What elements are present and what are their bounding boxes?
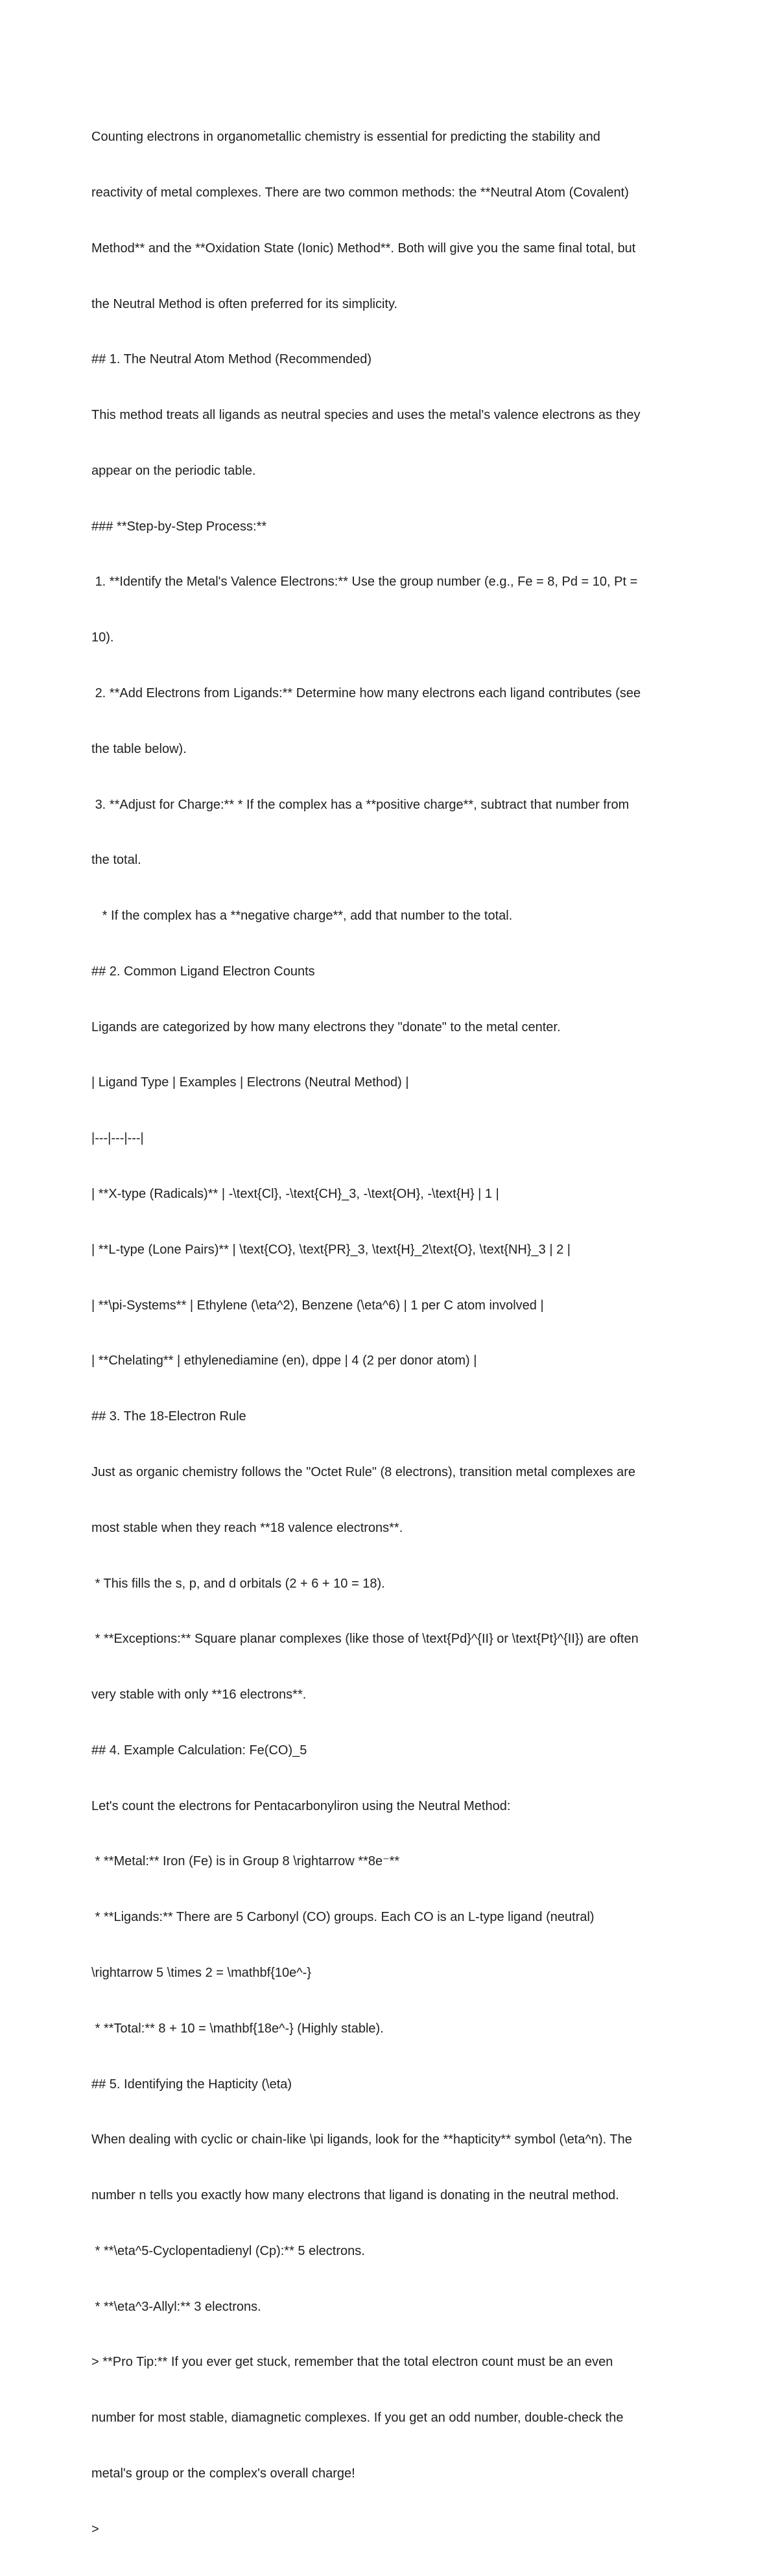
text-line: reactivity of metal complexes. There are two common methods: the **Neutral Atom (Covalent) <box>91 185 629 200</box>
text-line: Let's count the electrons for Pentacarbonyliron using the Neutral Method: <box>91 1798 511 1813</box>
list-item: * If the complex has a **negative charge**, add that number to the total. <box>91 909 513 924</box>
table-row: | **X-type (Radicals)** | -\text{Cl}, -\text{CH}_3, -\text{OH}, -\text{H} | 1 | <box>91 1187 499 1202</box>
text-line: Counting electrons in organometallic chemistry is essential for predicting the stability and <box>91 130 600 145</box>
list-item: * **Metal:** Iron (Fe) is in Group 8 \rightarrow **8e⁻** <box>91 1854 400 1869</box>
text-line: the total. <box>91 853 141 868</box>
text-line: Just as organic chemistry follows the "Octet Rule" (8 electrons), transition metal complexes are <box>91 1464 635 1479</box>
section-heading: ## 4. Example Calculation: Fe(CO)_5 <box>91 1743 307 1758</box>
text-line: number n tells you exactly how many electrons that ligand is donating in the neutral method. <box>91 2188 619 2203</box>
list-item: 2. **Add Electrons from Ligands:** Determine how many electrons each ligand contributes (see <box>91 686 641 700</box>
list-item: 3. **Adjust for Charge:** * If the complex has a **positive charge**, subtract that number from <box>91 797 630 812</box>
subsection-heading: ### **Step-by-Step Process:** <box>91 519 267 534</box>
text-line: When dealing with cyclic or chain-like \pi ligands, look for the **hapticity** symbol (\eta^n). The <box>91 2132 632 2147</box>
text-line: 10). <box>91 630 114 645</box>
table-separator-row: |---|---|---| <box>91 1131 144 1146</box>
table-row: | **L-type (Lone Pairs)** | \text{CO}, \text{PR}_3, \text{H}_2\text{O}, \text{NH}_3 | 2 | <box>91 1242 571 1257</box>
text-line: the table below). <box>91 741 187 756</box>
text-line: appear on the periodic table. <box>91 463 256 478</box>
document-body <box>91 91 694 2576</box>
text-line: very stable with only **16 electrons**. <box>91 1688 307 1702</box>
text-line: Ligands are categorized by how many electrons they "donate" to the metal center. <box>91 1020 561 1034</box>
text-line: the Neutral Method is often preferred for its simplicity. <box>91 296 398 311</box>
section-heading: ## 5. Identifying the Hapticity (\eta) <box>91 2077 292 2092</box>
text-line: most stable when they reach **18 valence electrons**. <box>91 1520 403 1535</box>
blockquote-line: number for most stable, diamagnetic complexes. If you get an odd number, double-check the <box>91 2411 624 2426</box>
text-line: \rightarrow 5 \times 2 = \mathbf{10e^-} <box>91 1965 311 1980</box>
section-heading: ## 1. The Neutral Atom Method (Recommended) <box>91 352 372 367</box>
list-item: * **\eta^3-Allyl:** 3 electrons. <box>91 2299 261 2314</box>
blockquote-line: > **Pro Tip:** If you ever get stuck, remember that the total electron count must be an even <box>91 2355 613 2370</box>
list-item: 1. **Identify the Metal's Valence Electrons:** Use the group number (e.g., Fe = 8, Pd = 10, Pt = <box>91 575 638 590</box>
list-item: * **Exceptions:** Square planar complexes (like those of \text{Pd}^{II} or \text{Pt}^{II}) are often <box>91 1632 639 1647</box>
list-item: * **Total:** 8 + 10 = \mathbf{18e^-} (Highly stable). <box>91 2021 384 2036</box>
table-row: | **\pi-Systems** | Ethylene (\eta^2), Benzene (\eta^6) | 1 per C atom involved | <box>91 1298 544 1313</box>
text-line: Method** and the **Oxidation State (Ionic) Method**. Both will give you the same final total, but <box>91 241 636 256</box>
list-item: * **\eta^5-Cyclopentadienyl (Cp):** 5 electrons. <box>91 2243 365 2258</box>
table-row: | **Chelating** | ethylenediamine (en), dppe | 4 (2 per donor atom) | <box>91 1354 477 1368</box>
blockquote-line: > <box>91 2522 99 2536</box>
blockquote-line: metal's group or the complex's overall charge! <box>91 2466 355 2481</box>
list-item: * **Ligands:** There are 5 Carbonyl (CO) groups. Each CO is an L-type ligand (neutral) <box>91 1910 595 1925</box>
section-heading: ## 3. The 18-Electron Rule <box>91 1409 246 1424</box>
table-header-row: | Ligand Type | Examples | Electrons (Neutral Method) | <box>91 1075 409 1090</box>
text-line: This method treats all ligands as neutral species and uses the metal's valence electrons as they <box>91 408 641 423</box>
section-heading: ## 2. Common Ligand Electron Counts <box>91 964 315 979</box>
list-item: * This fills the s, p, and d orbitals (2 + 6 + 10 = 18). <box>91 1576 385 1591</box>
